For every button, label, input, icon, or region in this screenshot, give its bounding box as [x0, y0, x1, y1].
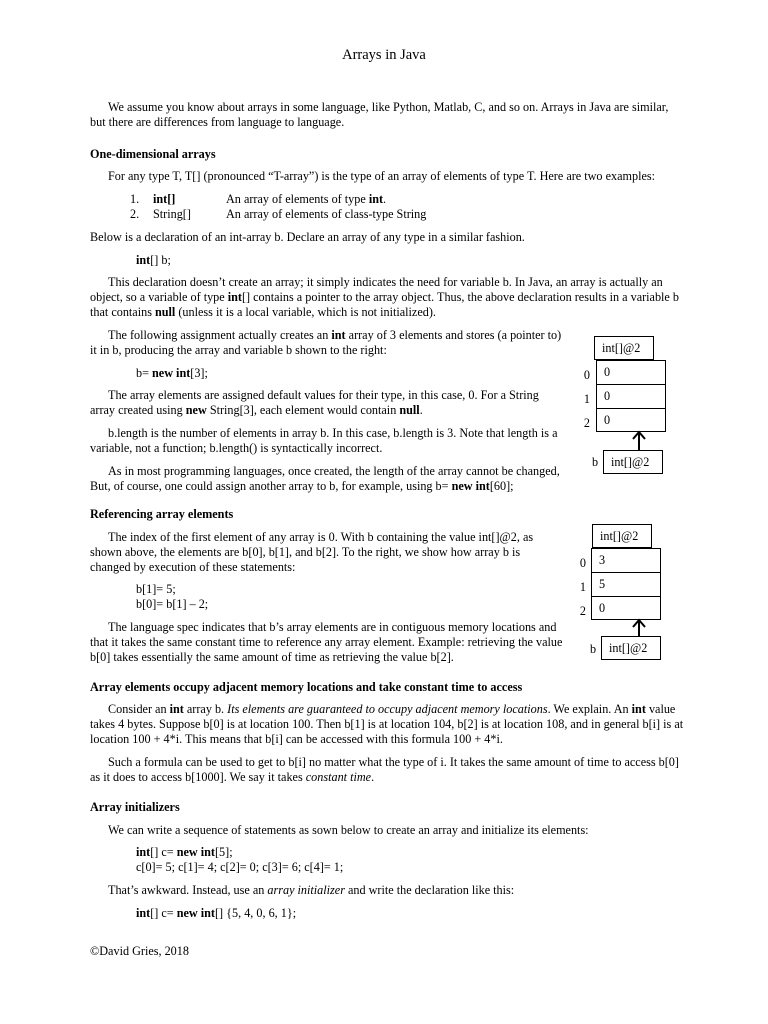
sec4-paragraph-2: That’s awkward. Instead, use an array initializer and write the declaration like this:: [108, 883, 515, 897]
sec1-paragraph-3: This declaration doesn’t create an array; it simply indicates the need for variable b. In Java, an array is actually an object, so a variable of type int[] contains a pointer to the array object. Thus, the above declaration results in a variable b that contains null (unless it is a local variable, which is not initialized).: [90, 275, 679, 319]
copyright-footer: ©David Gries, 2018: [90, 944, 189, 958]
sec1-paragraph-4: The following assignment actually creates an int array of 3 elements and stores (a pointer to) it in b, producing the array and variable b shown to the right:: [90, 328, 562, 357]
sec3-paragraph-1: Consider an int array b. Its elements are guaranteed to occupy adjacent memory locations. We explain. An int value takes 4 bytes. Suppose b[0] is at location 100. Then b[1] is at location 104, b[2] is at location 108, and in general b[i] is at location 100 + 4*i. This means that b[i] can be accessed with this formula 100 + 4*i.: [90, 702, 684, 746]
code-array-initializer: int[] c= new int[] {5, 4, 0, 6, 1};: [136, 906, 297, 920]
sec1-paragraph-6: b.length is the number of elements in array b. In this case, b.length is 3. Note that length is a variable, not a function; b.length() is syntactically incorrect.: [90, 426, 558, 455]
sec1-paragraph-2: Below is a declaration of an int-array b. Declare an array of any type in a similar fashion.: [90, 230, 525, 244]
array-cell: 0: [596, 360, 666, 384]
variable-name: b: [590, 642, 597, 656]
list-item-desc: An array of elements of type int.: [226, 192, 387, 206]
code-array-create: int[] c= new int[5];: [136, 845, 233, 859]
pointer-arrow-icon: [632, 618, 646, 638]
code-array-creation: b= new int[3];: [136, 366, 208, 380]
array-index: 2: [579, 604, 586, 618]
variable-name: b: [592, 455, 599, 469]
sec1-paragraph-7: As in most programming languages, once created, the length of the array cannot be changed, But, of course, one could assign another array to b, for example, using b= new int[60];: [90, 464, 560, 493]
array-index: 1: [583, 392, 590, 406]
sec3-paragraph-2: Such a formula can be used to get to b[i] no matter what the type of i. It takes the same amount of time to access b[0] as it does to access b[1000]. We say it takes constant time.: [90, 755, 679, 784]
array-index: 0: [579, 556, 586, 570]
code-declaration: int[] b;: [136, 253, 171, 267]
array-index: 0: [583, 368, 590, 382]
array-object-label: int[]@2: [592, 524, 652, 548]
code-element-assignments: c[0]= 5; c[1]= 4; c[2]= 0; c[3]= 6; c[4]= 1;: [136, 860, 344, 874]
page-title: Arrays in Java: [342, 47, 426, 63]
list-item-number: 2.: [130, 207, 140, 221]
sec1-paragraph-1: For any type T, T[] (pronounced “T-array”) is the type of an array of elements of type T. Here are two examples:: [108, 169, 655, 183]
intro-paragraph: We assume you know about arrays in some language, like Python, Matlab, C, and so on. Arrays in Java are similar, but there are differences from language to language.: [90, 100, 669, 129]
variable-value: int[]@2: [603, 450, 663, 474]
heading-adjacent-memory: Array elements occupy adjacent memory locations and take constant time to access: [90, 680, 523, 694]
array-cell: 0: [596, 384, 666, 408]
sec4-paragraph-1: We can write a sequence of statements as sown below to create an array and initialize its elements:: [108, 823, 589, 837]
sec1-paragraph-5: The array elements are assigned default values for their type, in this case, 0. For a String array created using new String[3], each element would contain null.: [90, 388, 539, 417]
heading-one-dimensional-arrays: One-dimensional arrays: [90, 147, 216, 161]
code-assignment-2: b[0]= b[1] – 2;: [136, 597, 209, 611]
sec2-paragraph-2: The language spec indicates that b’s array elements are in contiguous memory locations and that it takes the same constant time to reference any array element. Example: retrieving the value b[0] takes essentially the same amount of time as retrieving the value b[2].: [90, 620, 563, 664]
list-item-number: 1.: [130, 192, 140, 206]
array-cell: 0: [591, 596, 661, 620]
array-index: 1: [579, 580, 586, 594]
variable-value: int[]@2: [601, 636, 661, 660]
heading-array-initializers: Array initializers: [90, 800, 180, 814]
array-cell: 5: [591, 572, 661, 596]
array-cell: 0: [596, 408, 666, 432]
array-object-label: int[]@2: [594, 336, 654, 360]
heading-referencing-array-elements: Referencing array elements: [90, 507, 234, 521]
list-item-type: int[]: [153, 192, 176, 206]
code-assignment-1: b[1]= 5;: [136, 582, 176, 596]
sec2-paragraph-1: The index of the first element of any array is 0. With b containing the value int[]@2, as shown above, the elements are b[0], b[1], and b[2]. To the right, we show how array b is changed by execution of these statements:: [90, 530, 534, 574]
list-item-type: String[]: [153, 207, 191, 221]
array-index: 2: [583, 416, 590, 430]
array-cell: 3: [591, 548, 661, 572]
list-item-desc: An array of elements of class-type String: [226, 207, 427, 221]
pointer-arrow-icon: [632, 430, 646, 452]
